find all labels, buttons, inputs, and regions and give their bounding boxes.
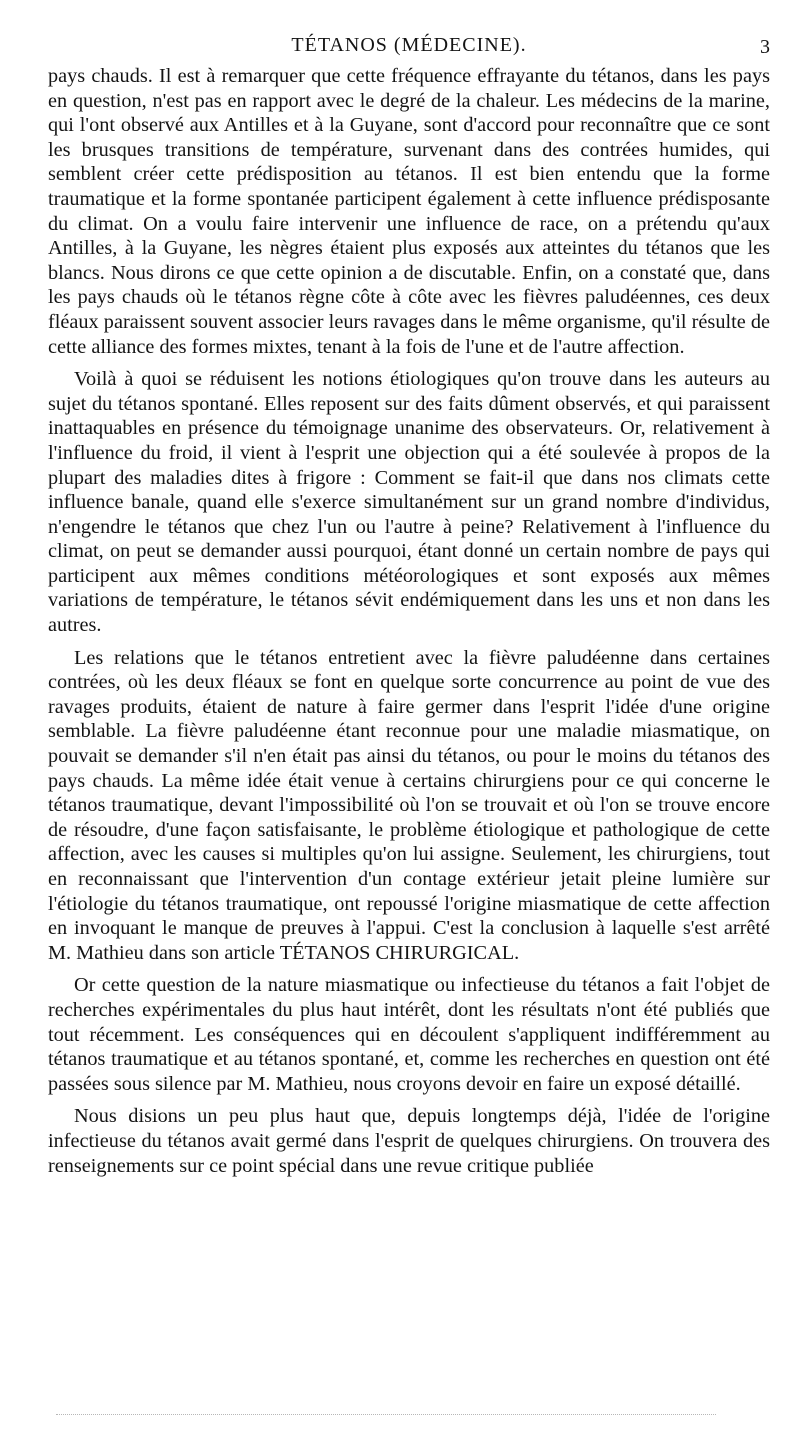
- paragraph-3: Les relations que le tétanos entretient avec la fièvre paludéenne dans certaines contrées, où les deux fléaux se font en quelque sorte concurrence au point de vue des ravages produits, étaient de nature à faire germer dans l'esprit l'idée d'une origine semblable. La fièvre paludéenne étant reconnue pour une maladie miasmatique, on pouvait se demander s'il n'en était pas ainsi du tétanos, ou pour le moins du tétanos des pays chauds. La même idée était venue à certains chirurgiens pour ce qui concerne le tétanos traumatique, devant l'impossibilité où l'on se trouvait et où l'on se trouve encore de résoudre, d'une façon satisfaisante, le problème étiologique et pathologique de cette affection, avec les causes si multiples qu'on lui assigne. Seulement, les chirurgiens, tout en reconnaissant que l'intervention d'un contage extérieur jetait pleine lumière sur l'étiologie du tétanos traumatique, ont repoussé l'origine miasmatique de cette affection en invoquant le manque de preuves à l'appui. C'est la conclusion à laquelle s'est arrêté M. Mathieu dans son article TÉTANOS CHIRURGICAL.: [48, 646, 770, 964]
- body-text: [48, 64, 770, 1178]
- page-header: [48, 34, 770, 64]
- footer-rule: [56, 1414, 716, 1415]
- running-title: TÉTANOS (MÉDECINE).: [291, 34, 527, 56]
- paragraph-4: Or cette question de la nature miasmatique ou infectieuse du tétanos a fait l'objet de recherches expérimentales du plus haut intérêt, dont les résultats n'ont été publiés que tout récemment. Les conséquences qui en découlent s'appliquent indifféremment au tétanos traumatique et au tétanos spontané, et, comme les recherches en question ont été passées sous silence par M. Mathieu, nous croyons devoir en faire un exposé détaillé.: [48, 974, 770, 1095]
- paragraph-1: pays chauds. Il est à remarquer que cette fréquence effrayante du tétanos, dans les pays en question, n'est pas en rapport avec le degré de la chaleur. Les médecins de la marine, qui l'ont observé aux Antilles et à la Guyane, sont d'accord pour reconnaître que ce sont les brusques transitions de température, survenant dans des contrées humides, qui semblent créer cette prédisposition au tétanos. Il est bien entendu que la forme traumatique et la forme spontanée participent également à cette influence prédisposante du climat. On a voulu faire intervenir une influence de race, on a prétendu qu'aux Antilles, à la Guyane, les nègres étaient plus exposés aux atteintes du tétanos que les blancs. Nous dirons ce que cette opinion a de discutable. Enfin, on a constaté que, dans les pays chauds où le tétanos règne côte à côte avec les fièvres paludéennes, ces deux fléaux paraissent souvent associer leurs ravages dans le même organisme, qu'il résulte de cette alliance des formes mixtes, tenant à la fois de l'une et de l'autre affection.: [48, 65, 770, 358]
- paragraph-2: Voilà à quoi se réduisent les notions étiologiques qu'on trouve dans les auteurs au sujet du tétanos spontané. Elles reposent sur des faits dûment observés, et qui paraissent inattaquables en présence du témoignage unanime des observateurs. Or, relativement à l'influence du froid, il vient à l'esprit une objection qui a été soulevée à propos de la plupart des maladies dites à frigore : Comment se fait-il que dans nos climats cette influence banale, quand elle s'exerce simultanément sur un grand nombre d'individus, n'engendre le tétanos que chez l'un ou l'autre à peine? Relativement à l'influence du climat, on peut se demander aussi pourquoi, étant donné un certain nombre de pays qui participent aux mêmes conditions météorologiques et sont exposés aux mêmes variations de température, le tétanos sévit endémiquement dans les uns et non dans les autres.: [48, 368, 770, 637]
- paragraph-5: Nous disions un peu plus haut que, depuis longtemps déjà, l'idée de l'origine infectieuse du tétanos avait germé dans l'esprit de quelques chirurgiens. On trouvera des renseignements sur ce point spécial dans une revue critique publiée: [48, 1105, 770, 1177]
- page-number: 3: [760, 36, 770, 58]
